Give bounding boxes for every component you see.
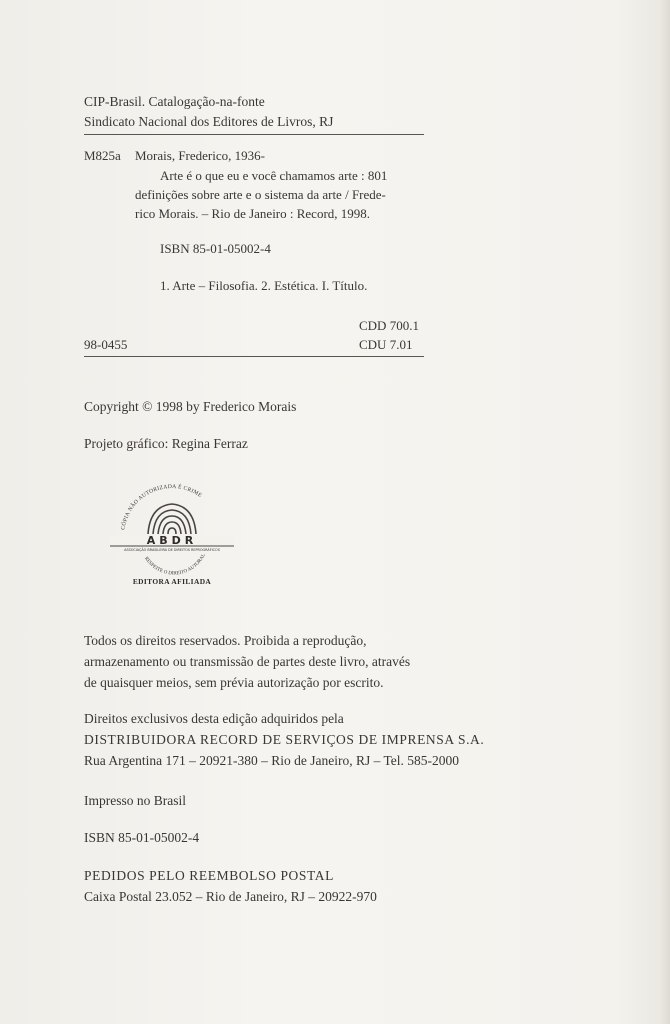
cip-description-line2: definições sobre arte e o sistema da arte / Frede- <box>135 187 386 202</box>
cip-description-line1: Arte é o que eu e você chamamos arte : 801 <box>160 168 388 183</box>
cip-isbn: ISBN 85-01-05002-4 <box>160 241 271 256</box>
cip-author: Morais, Frederico, 1936- <box>135 148 265 163</box>
cip-header-line1: CIP-Brasil. Catalogação-na-fonte <box>84 94 265 109</box>
copyright-line: Copyright © 1998 by Frederico Morais <box>84 399 297 414</box>
cip-description-line3: rico Morais. – Rio de Janeiro : Record, 1998. <box>135 206 371 221</box>
logo-arc-bottom: RESPEITE O DIREITO AUTORAL <box>143 553 207 577</box>
design-credit: Projeto gráfico: Regina Ferraz <box>84 436 248 451</box>
cip-cdd: CDD 700.1 <box>359 318 419 333</box>
rights-line2: armazenamento ou transmissão de partes deste livro, através <box>84 654 411 669</box>
printed-in: Impresso no Brasil <box>84 793 186 808</box>
orders-line2: Caixa Postal 23.052 – Rio de Janeiro, RJ – 20922-970 <box>84 889 377 904</box>
cip-control-number: 98-0455 <box>84 337 128 352</box>
cip-top-rule <box>84 134 424 135</box>
cip-call-number: M825a <box>84 148 121 163</box>
cip-cdu: CDU 7.01 <box>359 337 413 352</box>
logo-caption: EDITORA AFILIADA <box>132 577 212 586</box>
orders-line1: PEDIDOS PELO REEMBOLSO POSTAL <box>84 868 334 883</box>
fingerprint-icon <box>148 504 196 534</box>
logo-tagline: ASSOCIAÇÃO BRASILEIRA DE DIREITOS REPROGRÁFICOS <box>124 548 220 552</box>
publisher-line1: Direitos exclusivos desta edição adquiridos pela <box>84 711 344 726</box>
cip-subjects: 1. Arte – Filosofia. 2. Estética. I. Título. <box>160 278 368 293</box>
publisher-line3: Rua Argentina 171 – 20921-380 – Rio de Janeiro, RJ – Tel. 585-2000 <box>84 753 460 768</box>
rights-line3: de quaisquer meios, sem prévia autorização por escrito. <box>84 675 384 690</box>
cip-bottom-rule <box>84 356 424 357</box>
logo-arc-text: CÓPIA NÃO AUTORIZADA É CRIME <box>120 483 203 531</box>
page-edge-shadow <box>660 0 670 1024</box>
rights-line1: Todos os direitos reservados. Proibida a reprodução, <box>84 633 367 648</box>
abdr-logo <box>102 478 242 590</box>
cip-header-line2: Sindicato Nacional dos Editores de Livros, RJ <box>84 114 334 129</box>
logo-brand: ABDR <box>146 534 198 547</box>
publisher-line2: DISTRIBUIDORA RECORD DE SERVIÇOS DE IMPRENSA S.A. <box>84 732 485 747</box>
isbn-footer: ISBN 85-01-05002-4 <box>84 830 200 845</box>
